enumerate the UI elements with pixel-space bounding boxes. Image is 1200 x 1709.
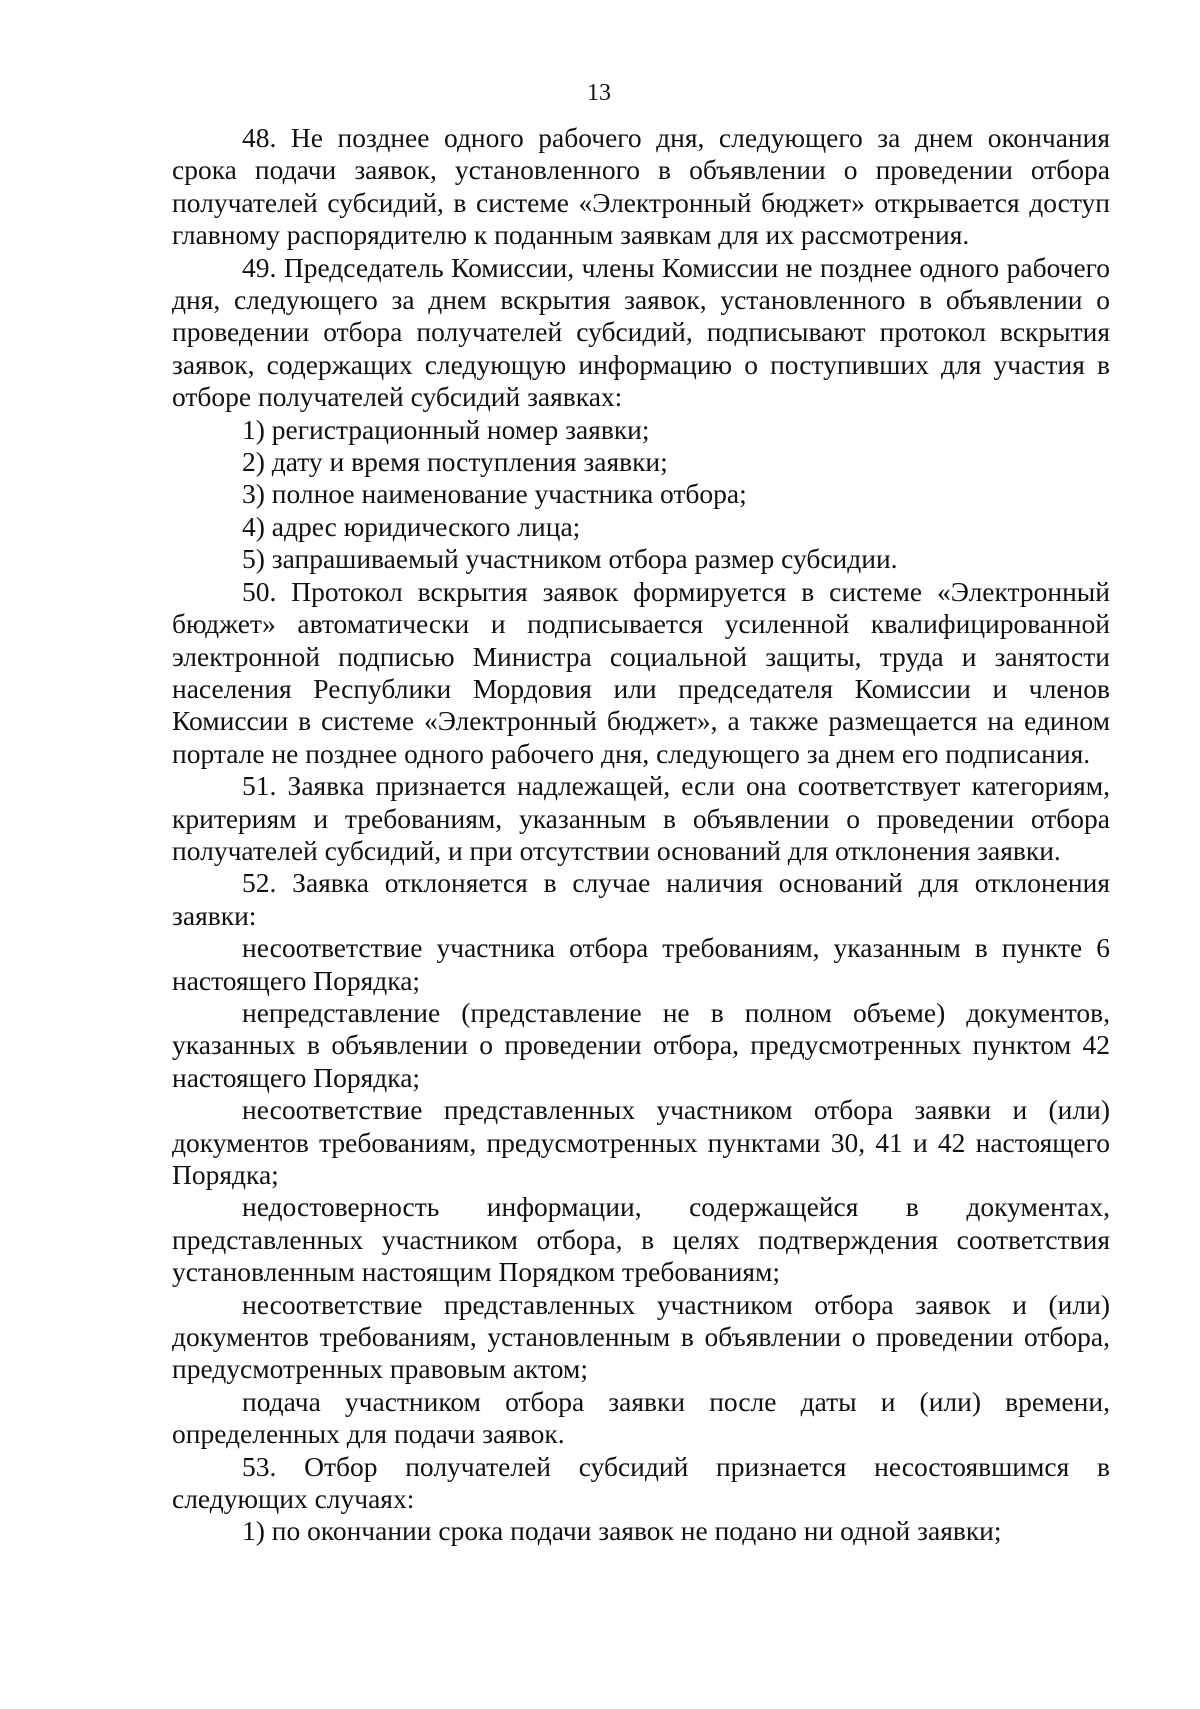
paragraph-53: 53. Отбор получателей субсидий признается несостоявшимся в следующих случаях:	[172, 1450, 1110, 1515]
document-body	[172, 122, 1110, 1548]
list-item-legal-address: 4) адрес юридического лица;	[242, 510, 581, 542]
paragraph-50: 50. Протокол вскрытия заявок формируется в системе «Электронный бюджет» автоматически и подписывается усиленной квалифицированной электронной подписью Министра социальной защиты, труда и занятости населения Республики Мордовия или председателя Комиссии и членов Комиссии в системе «Электронный бюджет», а также размещается на едином портале не позднее одного рабочего дня, следующего за днем его подписания.	[172, 575, 1110, 769]
rejection-reason-requirements: несоответствие участника отбора требованиям, указанным в пункте 6 настоящего Порядка;	[172, 932, 1110, 996]
paragraph-48: 48. Не позднее одного рабочего дня, следующего за днем окончания срока подачи заявок, установленного в объявлении о проведении отбора получателей субсидий, в системе «Электронный бюджет» открывается доступ главному распорядителю к поданным заявкам для их рассмотрения.	[172, 122, 1110, 251]
list-item-date-time: 2) дату и время поступления заявки;	[242, 446, 668, 478]
rejection-reason-missing-documents: непредставление (представление не в полном объеме) документов, указанных в объявлении о проведении отбора, предусмотренных пунктом 42 настоящего Порядка;	[172, 996, 1110, 1093]
rejection-reason-document-mismatch: несоответствие представленных участником отбора заявки и (или) документов требованиям, предусмотренных пунктами 30, 41 и 42 настоящего Порядка;	[172, 1094, 1110, 1190]
page-number: 13	[587, 80, 611, 106]
rejection-reason-announcement-mismatch: несоответствие представленных участником отбора заявок и (или) документов требованиям, установленным в объявлении о проведении отбора, предусмотренных правовым актом;	[172, 1288, 1110, 1385]
rejection-reason-late-submission: подача участником отбора заявки после даты и (или) времени, определенных для подачи заявок.	[172, 1385, 1110, 1450]
list-item-registration-number: 1) регистрационный номер заявки;	[242, 413, 650, 445]
paragraph-52: 52. Заявка отклоняется в случае наличия оснований для отклонения заявки:	[172, 867, 1110, 931]
rejection-reason-false-information: недостоверность информации, содержащейся в документах, представленных участником отбора, в целях подтверждения соответствия установленным настоящим Порядком требованиям;	[172, 1191, 1110, 1288]
list-item-requested-subsidy: 5) запрашиваемый участником отбора размер субсидии.	[242, 543, 898, 575]
paragraph-51: 51. Заявка признается надлежащей, если она соответствует категориям, критериям и требованиям, указанным в объявлении о проведении отбора получателей субсидий, и при отсутствии оснований для отклонения заявки.	[172, 770, 1110, 866]
paragraph-49: 49. Председатель Комиссии, члены Комиссии не позднее одного рабочего дня, следующего за днем вскрытия заявок, установленного в объявлении о проведении отбора получателей субсидий, подписывают протокол вскрытия заявок, содержащих следующую информацию о поступивших для участия в отборе получателей субсидий заявках:	[172, 251, 1110, 413]
list-item-participant-name: 3) полное наименование участника отбора;	[242, 478, 747, 510]
list-item-no-applications: 1) по окончании срока подачи заявок не подано ни одной заявки;	[242, 1515, 1002, 1547]
